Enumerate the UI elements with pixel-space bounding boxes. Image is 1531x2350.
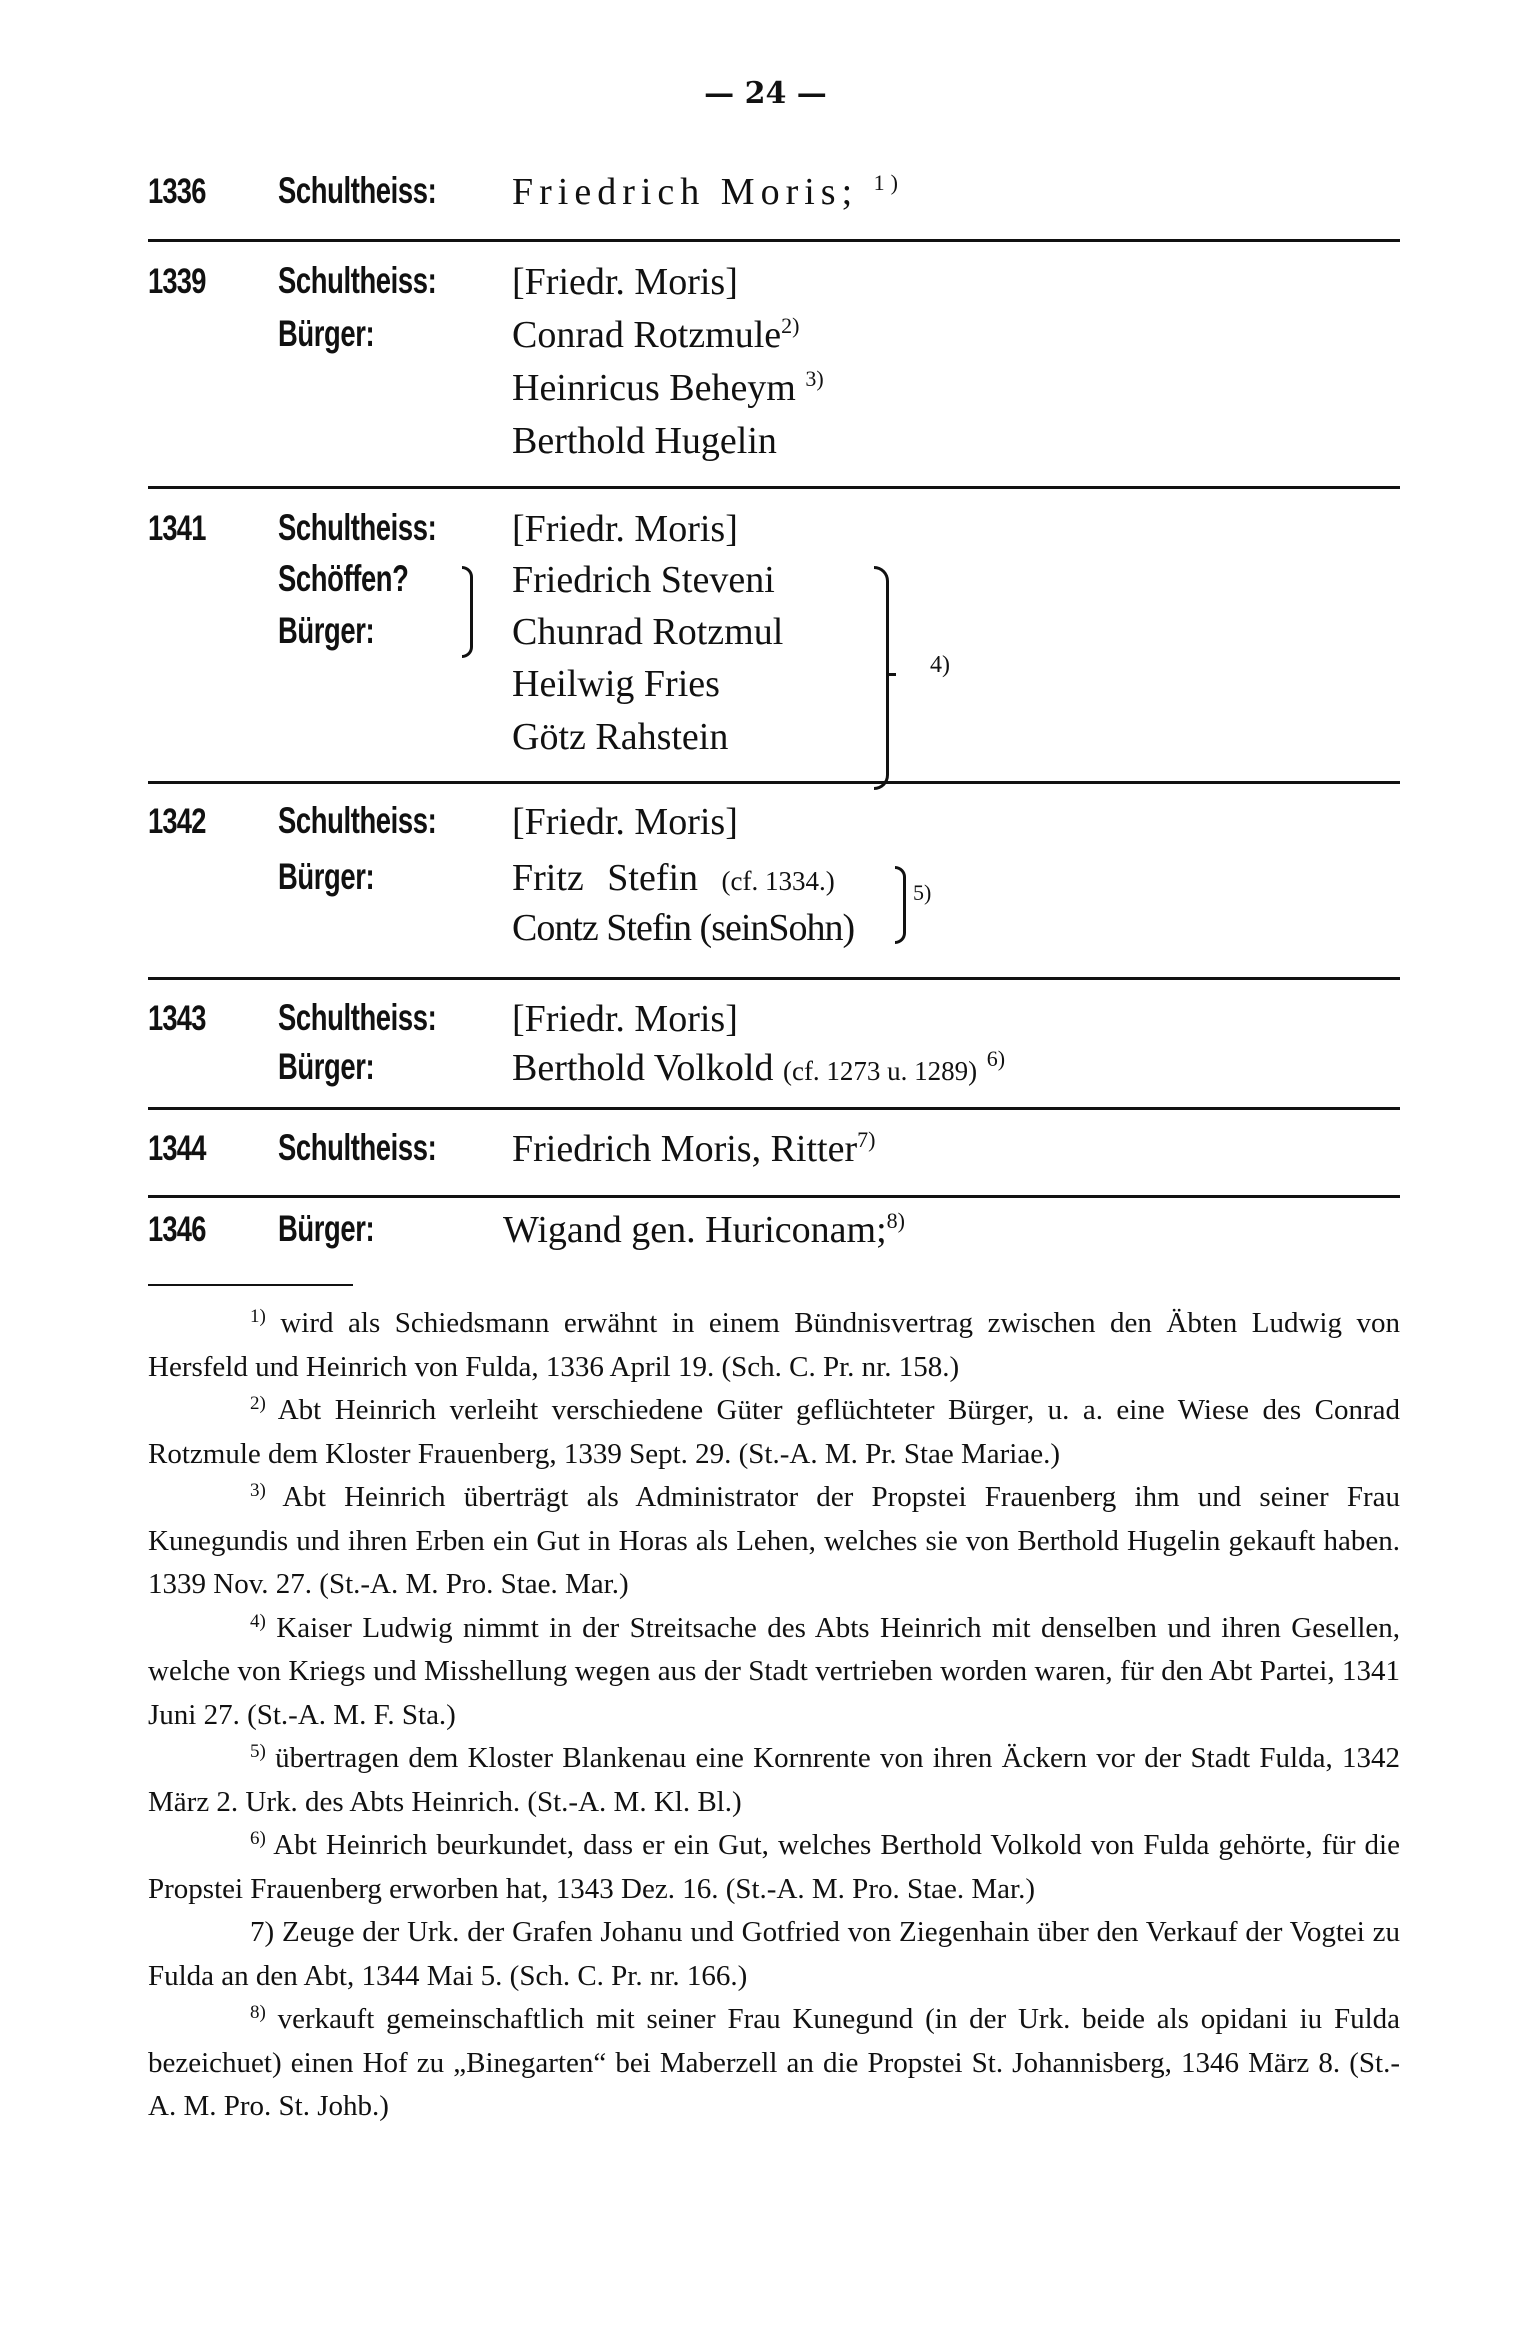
names-brace bbox=[874, 566, 889, 790]
divider bbox=[148, 1107, 1400, 1110]
entry-year: 1336 bbox=[148, 172, 206, 211]
entry-role: Schultheiss: bbox=[278, 507, 437, 548]
entry-value: Götz Rahstein bbox=[512, 716, 729, 758]
footnote-3: $^{3)}$ Abt Heinrich überträgt als Administrator der Propstei Frauenberg ihm und seiner Frau Kunegundis und ihren Erben ein Gut in Horas als Lehen, welches sie von Berthold Hugelin gekauft haben. 1339 Nov. 27. (St.-A. M. Pro. Stae. Mar.) bbox=[148, 1480, 1401, 1600]
footnote-8: $^{8)}$ verkauft gemeinschaftlich mit seiner Frau Kunegund (in der Urk. beide als opidani iu Fulda bezeichuet) einen Hof zu „Binegarten“ bei Maberzell an die Propstei St. Johannisberg, 1346 März 8. (St.-A. M. Pro. St. Johb.) bbox=[148, 2002, 1400, 2122]
footnote-mark: 4) bbox=[250, 1610, 266, 1632]
entry-value: Friedrich Moris, Ritter$^{7)}$ bbox=[512, 1127, 876, 1170]
footnote-2: $^{2)}$ Abt Heinrich verleiht verschiedene Güter geflüchteter Bürger, u. a. eine Wiese des Conrad Rotzmule dem Kloster Frauenberg, 1339 Sept. 29. (St.-A. M. Pr. Stae Mariae.) bbox=[148, 1393, 1400, 1470]
entry-year: 1339 bbox=[148, 262, 206, 301]
footnote-7: 7) Zeuge der Urk. der Grafen Johanu und Gotfried von Ziegenhain über den Verkauf der Vogtei zu Fulda an den Abt, 1344 Mai 5. (Sch. C. Pr. nr. 166.) bbox=[148, 1916, 1400, 1992]
entry-role: Schöffen? bbox=[278, 558, 409, 599]
entry-role: Bürger: bbox=[278, 1208, 375, 1249]
footnote-ref[interactable]: 6) bbox=[986, 1046, 1006, 1071]
footnote-mark: 1) bbox=[250, 1306, 266, 1327]
entry-value: Fritz Stefin (cf. 1334.) bbox=[512, 857, 835, 899]
divider bbox=[148, 781, 1400, 784]
divider bbox=[148, 486, 1400, 489]
role-brace bbox=[462, 566, 473, 658]
entry-value: Berthold Volkold (cf. 1273 u. 1289) $^{6)}$ bbox=[512, 1046, 1006, 1089]
entry-year: 1342 bbox=[148, 802, 206, 841]
entry-role: Schultheiss: bbox=[278, 1127, 437, 1168]
footnote-mark: 5) bbox=[250, 1741, 266, 1762]
footnote-ref[interactable]: 4) bbox=[930, 652, 950, 678]
entry-role: Bürger: bbox=[278, 610, 375, 651]
entry-value: Heinricus Beheym $^{3)}$ bbox=[512, 366, 824, 409]
entry-value: Friedrich Steveni bbox=[512, 559, 775, 601]
entry-value: Wigand gen. Huriconam;$^{8)}$ bbox=[503, 1208, 905, 1251]
footnote-ref[interactable]: 3) bbox=[805, 366, 824, 391]
footnote-mark: 6) bbox=[250, 1828, 266, 1849]
entry-value: Conrad Rotzmule$^{2)}$ bbox=[512, 313, 800, 356]
entry-value: [Friedr. Moris] bbox=[512, 508, 738, 550]
footnote-mark: 7) bbox=[250, 1916, 275, 1948]
entry-year: 1346 bbox=[148, 1210, 206, 1249]
footnote-mark: 2) bbox=[250, 1393, 266, 1414]
cross-reference: (cf. 1334.) bbox=[721, 866, 835, 896]
footnote-mark: 8) bbox=[250, 2002, 266, 2023]
footnote-ref[interactable]: 7) bbox=[857, 1127, 876, 1152]
cross-reference: (cf. 1273 u. 1289) bbox=[782, 1056, 978, 1086]
divider bbox=[148, 1195, 1400, 1198]
entry-role: Schultheiss: bbox=[278, 800, 437, 841]
entry-value: Heilwig Fries bbox=[512, 663, 720, 705]
footnote-1: $^{1)}$ wird als Schiedsmann erwähnt in einem Bündnisvertrag zwischen den Äbten Ludwig von Hersfeld und Heinrich von Fulda, 1336 April 19. (Sch. C. Pr. nr. 158.) bbox=[148, 1306, 1400, 1383]
entry-year: 1344 bbox=[148, 1129, 206, 1168]
entry-role: Schultheiss: bbox=[278, 260, 437, 301]
entry-year: 1341 bbox=[148, 509, 206, 548]
footnote-4: $^{4)}$ Kaiser Ludwig nimmt in der Streitsache des Abts Heinrich mit denselben und ihren Gesellen, welche von Kriegs und Misshellung wegen aus der Stadt vertrieben worden waren, für den Abt Partei, 1341 Juni 27. (St.-A. M. F. Sta.) bbox=[148, 1610, 1401, 1731]
divider bbox=[148, 977, 1400, 980]
footnotes bbox=[148, 1302, 1400, 2129]
footnote-ref[interactable]: 5) bbox=[913, 880, 932, 905]
footnote-ref[interactable]: 1) bbox=[873, 170, 904, 195]
footnote-6: $^{6)}$ Abt Heinrich beurkundet, dass er ein Gut, welches Berthold Volkold von Fulda gehörte, für die Propstei Frauenberg erworben hat, 1343 Dez. 16. (St.-A. M. Pro. Stae. Mar.) bbox=[148, 1828, 1400, 1905]
entry-value: Berthold Hugelin bbox=[512, 420, 777, 462]
names-brace-tip bbox=[886, 673, 896, 676]
entry-value: Chunrad Rotzmul bbox=[512, 611, 784, 653]
entry-role: Bürger: bbox=[278, 856, 375, 897]
footnote-ref[interactable]: 2) bbox=[781, 313, 800, 338]
entry-value: Contz Stefin (seinSohn) bbox=[512, 907, 855, 949]
entry-value: [Friedr. Moris] bbox=[512, 801, 738, 843]
page-number: — 24 — bbox=[704, 76, 827, 111]
entry-value: Friedrich Moris; $^{1)}$ bbox=[512, 170, 904, 213]
footnote-ref[interactable]: 8) bbox=[886, 1208, 905, 1233]
entry-role: Schultheiss: bbox=[278, 997, 437, 1038]
footnote-mark: 3) bbox=[250, 1480, 266, 1501]
entry-value: [Friedr. Moris] bbox=[512, 261, 738, 303]
entry-year: 1343 bbox=[148, 999, 206, 1038]
entry-role: Bürger: bbox=[278, 313, 375, 354]
footnote-5: $^{5)}$ übertragen dem Kloster Blankenau eine Kornrente von ihren Äckern vor der Stadt Fulda, 1342 März 2. Urk. des Abts Heinrich. (St.-A. M. Kl. Bl.) bbox=[148, 1741, 1401, 1818]
footnote-separator bbox=[148, 1284, 353, 1286]
names-brace bbox=[895, 866, 906, 944]
entry-role: Schultheiss: bbox=[278, 170, 437, 211]
entry-role: Bürger: bbox=[278, 1046, 375, 1087]
divider bbox=[148, 239, 1400, 242]
entry-value: [Friedr. Moris] bbox=[512, 998, 738, 1040]
